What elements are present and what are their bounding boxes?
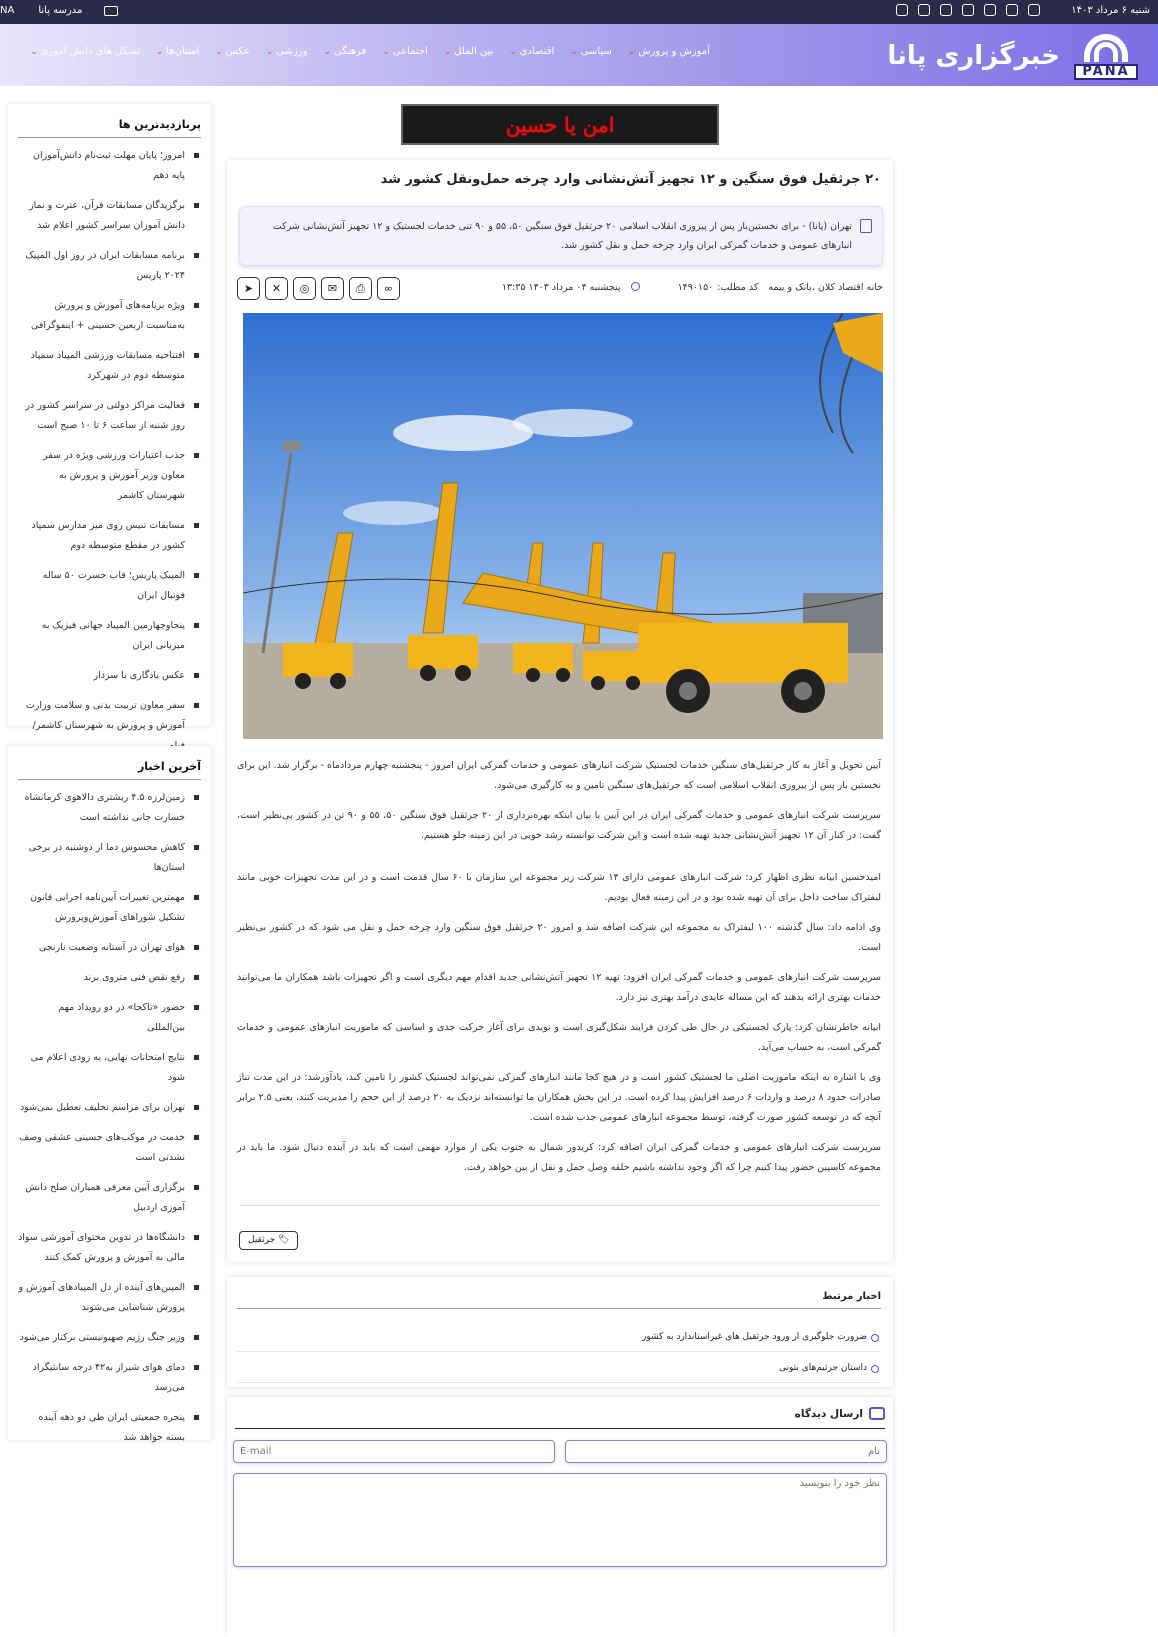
list-item[interactable]: برگزیدگان مسابقات قرآن، عترت و نماز دانش آموزان سراسر کشور اعلام شد [18, 196, 201, 236]
article-card [227, 160, 893, 1262]
email-field[interactable] [233, 1440, 555, 1463]
pana-logo[interactable] [1070, 30, 1142, 82]
list-item[interactable]: افتتاحیه مسابقات ورزشی المپیاد سمپاد متوسطه دوم در شهرکرد [18, 346, 201, 386]
list-item[interactable]: کاهش محسوس دما از دوشنبه در برخی استان‌ها [18, 838, 201, 878]
clock-icon [631, 282, 640, 291]
top-bar [0, 0, 1158, 24]
related-list [237, 1329, 881, 1391]
chat-icon [869, 1407, 885, 1420]
school-link[interactable]: مدرسه پانا [38, 5, 83, 16]
nav-international[interactable]: بین الملل ⌄ [444, 46, 494, 57]
article-photo [243, 313, 883, 739]
popular-list [8, 138, 211, 772]
list-item[interactable]: المپیک پاریس؛ قاب حسرت ۵۰ ساله فوتبال ایران [18, 566, 201, 606]
monitor-icon[interactable] [104, 6, 118, 16]
list-item[interactable]: پنجره جمعیتی ایران طی دو دهه آینده بسته خواهد شد [18, 1408, 201, 1448]
breadcrumb[interactable]: خانه اقتصاد کلان ،بانک و بیمه [768, 282, 883, 293]
related-title: اخبار مرتبط [237, 1291, 881, 1309]
comment-title: ارسال دیدگاه [794, 1407, 863, 1420]
list-item[interactable]: هوای تهران در آستانه وضعیت نارنجی [18, 938, 201, 958]
list-item[interactable]: المپین‌های آینده از دل المپیادهای آموزش و پرورش شناسایی می‌شوند [18, 1278, 201, 1318]
current-date: شنبه ۶ مرداد ۱۴۰۳ [1071, 5, 1150, 16]
list-item[interactable]: دانشگاه‌ها در تدوین محتوای آموزشی سواد مالی به آموزش و پرورش کمک کنند [18, 1228, 201, 1268]
list-item[interactable]: سفر معاون تربیت بدنی و سلامت وزارت آموزش و پرورش به شهرستان کاشمر/ [18, 696, 201, 756]
paragraph: آیین تحویل و آغاز به کار جرثقیل‌های سنگین خدمات لجستیک شرکت انبارهای عمومی و خدمات گمرکی ایران امروز - پنجشنبه چهارم مردادماه - برگزار شد. این برای نخستین بار پس از پیروزی انقلاب اسلامی است که جرثقیل‌های سنگین تامین و به کارگیری می‌شود. [237, 760, 881, 791]
comment-textarea[interactable] [233, 1473, 887, 1567]
instagram-icon[interactable]: ◎ [293, 277, 316, 300]
article-meta [502, 282, 883, 293]
print-icon[interactable]: ⎙ [349, 277, 372, 300]
main-nav [30, 46, 710, 57]
list-item[interactable]: زمین‌لرزه ۴.۵ ریشتری دالاهوی کرمانشاه خسارت جانی نداشته است [18, 788, 201, 828]
list-item[interactable]: فعالیت مراکز دولتی در سراسر کشور در روز شنبه از ساعت ۶ تا ۱۰ صبح است [18, 396, 201, 436]
telegram-icon[interactable]: ➤ [237, 277, 260, 300]
list-item[interactable]: دمای هوای شیراز به۴۲ درجه سانتیگراد می‌رسد [18, 1358, 201, 1398]
ad-banner[interactable] [401, 104, 719, 145]
paragraph: سرپرست شرکت انبارهای عمومی و خدمات گمرکی ایران اضافه کرد: کریدور شمال به جنوب یکی از موارد مهمی است که باید در آینده دنبال شود. ما باید در مجموعه کاسپین حضور پیدا کنیم چرا که اگر وجود نداشته باشیم حلقه وصل حمل و نقل از بین خواهد رفت. [237, 1142, 881, 1173]
na-label: NA [0, 5, 15, 16]
comment-form [227, 1397, 893, 1637]
related-item[interactable]: داستان جرثیم‌های بتونی [237, 1360, 881, 1383]
sidebar-latest [8, 746, 211, 1443]
nav-education[interactable]: آموزش و پرورش ⌄ [628, 46, 710, 57]
latest-list [8, 780, 211, 1464]
list-item[interactable]: برنامه مسابقات ایران در روز اول المپیک ۲۰۲۴ پاریس [18, 246, 201, 286]
tag-label: جرثقیل [248, 1235, 276, 1245]
nav-culture[interactable]: فرهنگی ⌄ [323, 46, 366, 57]
article-lead [239, 206, 883, 266]
list-item[interactable]: ویژه برنامه‌های آموزش و پرورش به‌مناسبت اربعین حسینی + اینفوگرافی [18, 296, 201, 336]
top-bar-left [0, 5, 118, 16]
related-news [227, 1277, 893, 1387]
list-item[interactable]: خدمت در موکب‌های حسینی عشقی وصف نشدنی است [18, 1128, 201, 1168]
logo-text: PANA [1074, 64, 1138, 80]
bale-icon[interactable] [962, 4, 974, 16]
logo-arc-inner [1094, 42, 1118, 62]
email-icon[interactable]: ✉ [321, 277, 344, 300]
name-field[interactable] [565, 1440, 887, 1463]
list-item[interactable]: جذب اعتبارات ورزشی ویژه در سفر معاون وزیر آموزش و پرورش به شهرستان کاشمر [18, 446, 201, 506]
article-date: پنجشنبه ۰۴ مرداد ۱۴۰۳ ۱۳:۳۵ [501, 282, 621, 293]
paragraph: سرپرست شرکت انبارهای عمومی و خدمات گمرکی ایران افزود: تهیه ۱۲ تجهیز آتش‌نشانی جدید اقدام مهم دیگری است و اگر تجهیزات باشد همکاران ما می‌توانند خدمات بهتری ارائه بدهند که این مساله عایدی درآمد بهتری نیز دارد. [237, 972, 881, 1003]
sidebar-popular-title: پربازدیدترین ها [18, 118, 201, 138]
sidebar-latest-title: آخرین اخبار [18, 760, 201, 780]
paragraph: ابیانه خاطرنشان کرد: پارک لجستیکی در حال طی کردن فرایند شکل‌گیری است و نویدی برای آغاز حرکت جدی و اساسی که ماموریت انبارهای عمومی و خدمات گمرکی است، به حساب می‌آید. [237, 1022, 881, 1053]
list-item[interactable]: مهمترین تغییرات آیین‌نامه اجرایی قانون تشکیل شوراهای آموزش‌وپرورش [18, 888, 201, 928]
lead-text: تهران (پانا) - برای نخستین‌بار پس از پیروزی انقلاب اسلامی ۲۰ جرثقیل فوق سنگین ۵۰، ۵۵ و ۹۰ تنی خدمات لجستیک و ۱۲ تجهیز آتش‌نشانی شرکت انبارهای عمومی و خدمات گمرکی ایران وارد چرخه حمل و نقل کشور شد. [272, 221, 852, 251]
article-code: ۱۴۹۰۱۵۰ [677, 282, 714, 293]
nav-economy[interactable]: اقتصادی ⌄ [509, 46, 554, 57]
related-item[interactable]: ضرورت جلوگیری از ورود جرثقیل های غیراستاندارد به کشور [237, 1329, 881, 1352]
soroush-icon[interactable] [918, 4, 930, 16]
tag-crane[interactable] [239, 1231, 298, 1250]
list-item[interactable]: وزیر جنگ رژیم صهیونیستی برکنار می‌شود [18, 1328, 201, 1348]
brand[interactable] [887, 30, 1142, 82]
list-item[interactable]: امروز؛ پایان مهلت ثبت‌نام دانش‌آموزان پایه دهم [18, 146, 201, 186]
cranes-image [243, 313, 883, 739]
article-title: ۲۰ جرثقیل فوق سنگین و ۱۲ تجهیز آتش‌نشانی وارد چرخه حمل‌ونقل کشور شد [380, 172, 881, 187]
site-header [0, 24, 1158, 86]
nav-student-orgs[interactable]: تشکل های دانش آموزی ⌄ [30, 46, 140, 57]
eitaa-icon[interactable] [940, 4, 952, 16]
nav-social[interactable]: اجتماعی ⌄ [382, 46, 428, 57]
list-item[interactable]: پنجاوچهارمین المپیاد جهانی فیزیک به میزبانی ایران [18, 616, 201, 656]
list-item[interactable]: نتایج امتحانات نهایی، به زودی اعلام می شود [18, 1048, 201, 1088]
nav-sports[interactable]: ورزشی ⌄ [266, 46, 308, 57]
tag-icon: 🏷 [278, 1235, 290, 1245]
sidebar-popular [8, 104, 211, 731]
paragraph: وی ادامه داد: سال گذشته ۱۰۰ لیفتراک به مجموعه این شرکت اضافه شد و امروز ۲۰ جرثقیل فوق سنگین وارد چرخه حمل و نقل می شود که در کشور بی‌نظیر است. [237, 922, 881, 953]
paragraph: امیدحسین ابیانه نظری اظهار کرد: شرکت انبارهای عمومی دارای ۱۴ شرکت زیر مجموعه این سازمان با ۶۰ سال قدمت است و در این مدت تجهیزات خوبی مانند لیفتراک ساخت داخل برای آن تهیه شده بود و در این زمینه فعال بودیم. [237, 872, 882, 903]
article-body [237, 756, 881, 1188]
instagram-icon[interactable] [1006, 4, 1018, 16]
social-icons [896, 4, 1040, 16]
brand-name[interactable]: خبرگزاری پانا [887, 41, 1060, 71]
x-icon[interactable]: ✕ [265, 277, 288, 300]
comment-header [235, 1407, 885, 1429]
divider [239, 1205, 881, 1206]
code-label: کد مطلب: [717, 282, 759, 293]
rss-icon[interactable] [984, 4, 996, 16]
list-item[interactable]: حضور «تاکجا» در دو رویداد مهم بین‌المللی [18, 998, 201, 1038]
nav-photo[interactable]: عکس ⌄ [215, 46, 250, 57]
nav-politics[interactable]: سیاسی ⌄ [570, 46, 612, 57]
list-item[interactable]: مسابقات تنیس روی میز مدارس سمپاد کشور در مقطع متوسطه دوم [18, 516, 201, 556]
list-item[interactable]: رفع نقص فنی متروی برند [18, 968, 201, 988]
list-item[interactable]: تهران برای مراسم تحلیف تعطیل نمی‌شود [18, 1098, 201, 1118]
add-icon[interactable] [1028, 4, 1040, 16]
link-icon[interactable]: ∞ [377, 277, 400, 300]
telegram-icon[interactable] [896, 4, 908, 16]
paragraph: وی با اشاره به اینکه ماموریت اصلی ما لجستیک کشور است و در هیچ کجا مانند انبارهای گمرکی نمی‌تواند لجستیک کشور را تامین کند، یادآورشد: در این مدت تناژ صادرات حدود ۸ درصد و واردات ۶ درصد افزایش پیدا کرده است. در این بخش همکاران ما توانسته‌اند نزدیک به ۲۰ درصد از این حجم را مدیریت کنند، یعنی ۲.۵ برابر آنچه که در توسعه کشور صورت گرفته، توسط مجموعه انبارهای عمومی جذب شده است. [237, 1072, 881, 1123]
banner-text: امن یا حسین [505, 112, 615, 137]
share-buttons [237, 277, 400, 300]
nav-provinces[interactable]: استان‌ها ⌄ [156, 46, 199, 57]
list-item[interactable]: عکس یادگاری با سردار [18, 666, 201, 686]
paragraph: سرپرست شرکت انبارهای عمومی و خدمات گمرکی ایران در این آیین با بیان اینکه بهره‌برداری از ۲۰ جرثقیل فوق سنگین ۵۰، ۵۵ و ۹۰ تن در کشور بی‌نظیر است، گفت: در کنار آن ۱۲ تجهیز آتش‌نشانی جدید تهیه شده است و این شرکت توانسته رشد خوبی در این زمینه جلو هستیم. [237, 810, 881, 841]
document-icon [860, 219, 872, 233]
list-item[interactable]: برگزاری آیین معرفی همیاران صلح دانش آموزی اردبیل [18, 1178, 201, 1218]
